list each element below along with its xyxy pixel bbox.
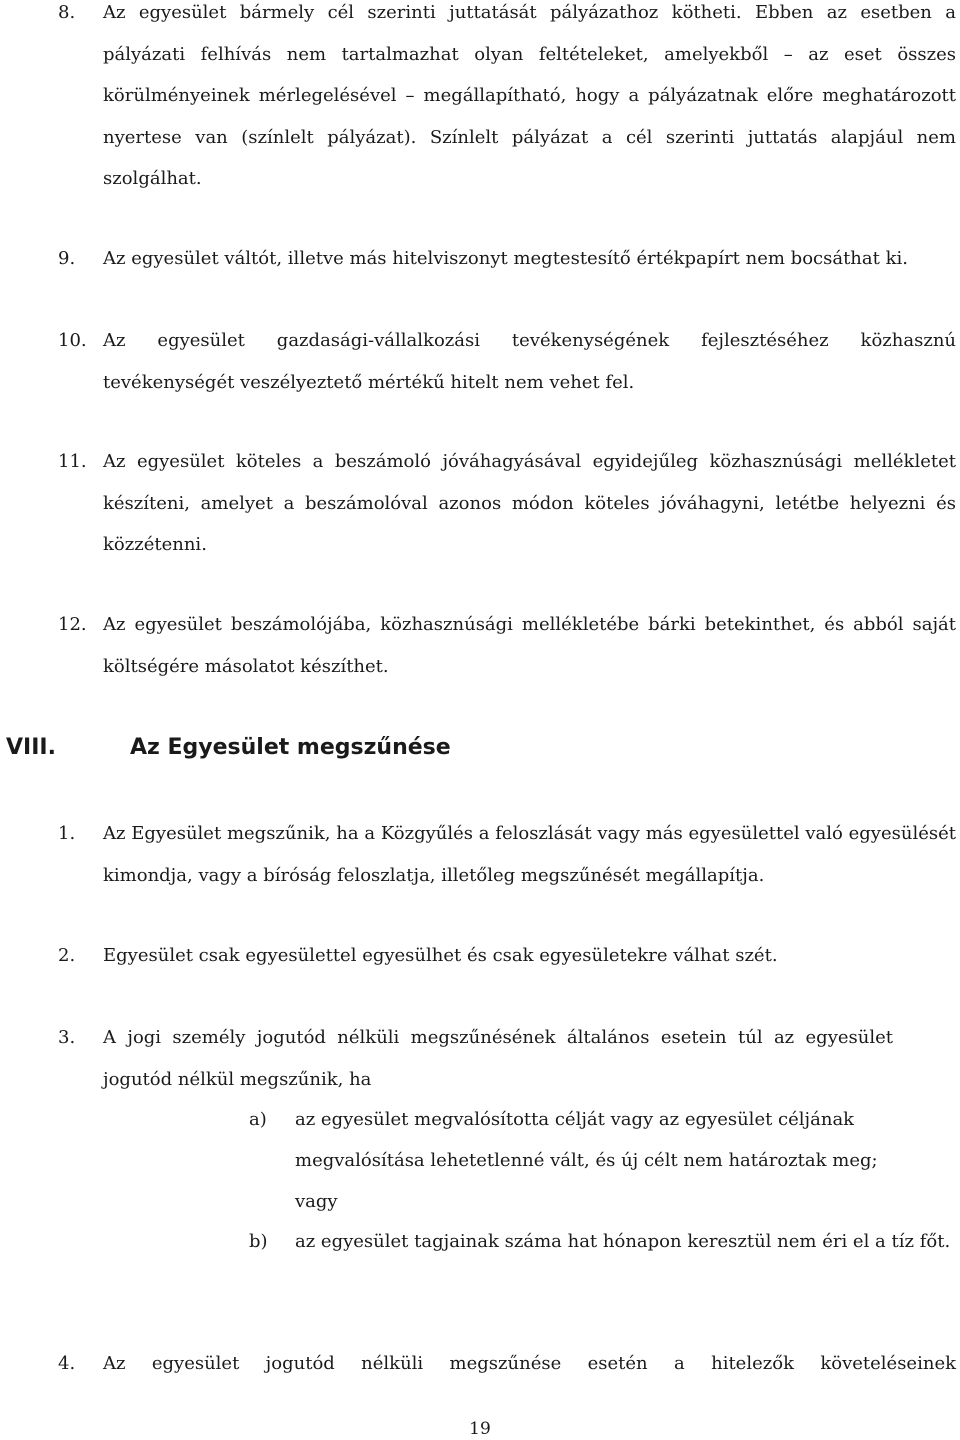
item-number: 2.	[58, 945, 76, 966]
sub-item-label: a)	[249, 1109, 267, 1130]
list-item-9	[0, 238, 960, 280]
item-text: Egyesület csak egyesülettel egyesülhet és csak egyesületekre válhat szét.	[103, 945, 778, 966]
list-item-3	[0, 1017, 960, 1101]
item-number: 9.	[58, 248, 76, 269]
item-number: 1.	[58, 823, 76, 844]
item-number: 4.	[58, 1353, 76, 1374]
item-number: 10.	[58, 330, 87, 351]
list-item-12	[0, 604, 960, 688]
page-number: 19	[469, 1419, 491, 1439]
section-title: Az Egyesület megszűnése	[130, 735, 451, 760]
item-number: 12.	[58, 614, 87, 635]
item-text: A jogi személy jogutód nélküli megszűnésének általános esetein túl az egyesület jogutód nélkül megszűnik, ha	[103, 1027, 893, 1090]
section-heading	[0, 728, 960, 768]
item-number: 3.	[58, 1027, 76, 1048]
item-text: Az Egyesület megszűnik, ha a Közgyűlés a feloszlását vagy más egyesülettel való egyesülését kimondja, vagy a bíróság feloszlatja, illetőleg megszűnését megállapítja.	[103, 823, 956, 886]
sub-item-text: az egyesület tagjainak száma hat hónapon keresztül nem éri el a tíz főt.	[295, 1231, 951, 1252]
sub-item-b	[0, 1221, 960, 1305]
item-text: Az egyesület beszámolójába, közhasznúsági mellékletébe bárki betekinthet, és abból saját költségére másolatot készíthet.	[103, 614, 956, 677]
sub-item-text: az egyesület megvalósította célját vagy az egyesület céljának megvalósítása lehetetlenné vált, és új célt nem határoztak meg; vagy	[295, 1109, 878, 1212]
list-item-10	[0, 320, 960, 404]
item-number: 8.	[58, 2, 76, 23]
item-text: Az egyesület bármely cél szerinti juttatását pályázathoz kötheti. Ebben az esetben a pályázati felhívás nem tartalmazhat olyan feltételeket, amelyekből – az eset összes körülményeinek mérlegelésével – megállapítható, hogy a pályázatnak előre meghatározott nyertese van (színlelt pályázat). Színlelt pályázat a cél szerinti juttatás alapjául nem szolgálhat.	[103, 2, 956, 189]
list-item-11	[0, 441, 960, 567]
list-item-4	[0, 1343, 960, 1385]
section-number: VIII.	[6, 735, 56, 760]
list-item-8	[0, 0, 960, 202]
item-text: Az egyesület váltót, illetve más hitelviszonyt megtestesítő értékpapírt nem bocsáthat ki.	[103, 248, 908, 269]
item-text: Az egyesület jogutód nélküli megszűnése esetén a hitelezők követeléseinek	[103, 1353, 956, 1374]
sub-item-a	[0, 1099, 960, 1223]
item-number: 11.	[58, 451, 87, 472]
list-item-2	[0, 935, 960, 977]
item-text: Az egyesület köteles a beszámoló jóváhagyásával egyidejűleg közhasznúsági mellékletet készíteni, amelyet a beszámolóval azonos módon köteles jóváhagyni, letétbe helyezni és közzétenni.	[103, 451, 956, 555]
item-text: Az egyesület gazdasági-vállalkozási tevékenységének fejlesztéséhez közhasznú tevékenységét veszélyeztető mértékű hitelt nem vehet fel.	[103, 330, 956, 393]
sub-item-label: b)	[249, 1231, 268, 1252]
list-item-1	[0, 813, 960, 897]
